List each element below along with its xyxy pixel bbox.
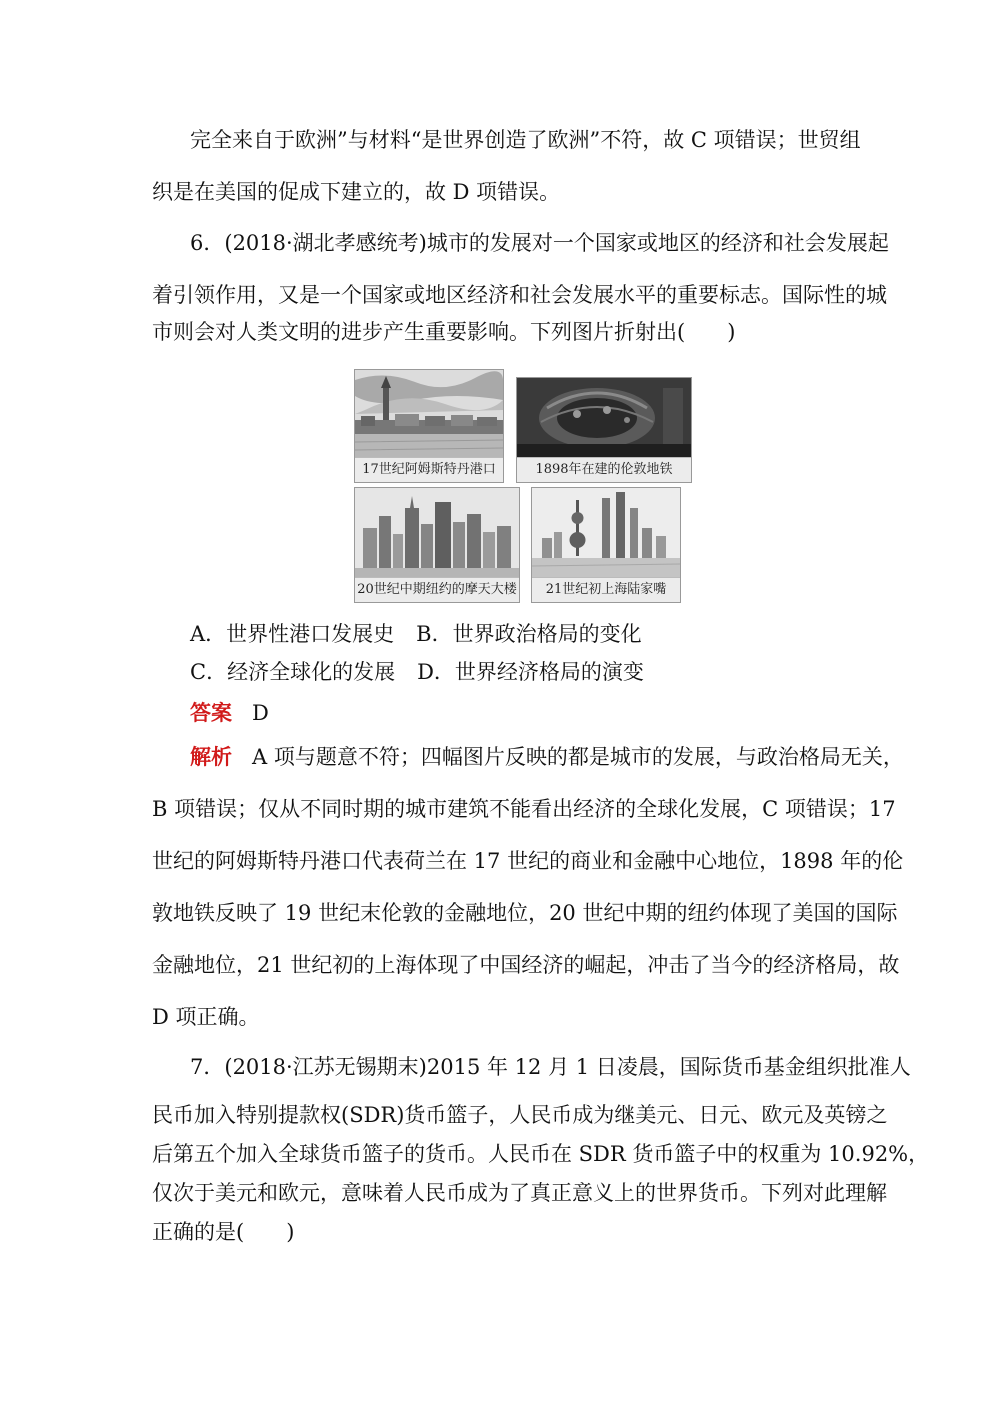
answer-label: 答案: [190, 700, 232, 725]
harbor-photo-icon: [355, 370, 503, 458]
explanation-line-3: 世纪的阿姆斯特丹港口代表荷兰在 17 世纪的商业和金融中心地位，1898 年的伦: [152, 849, 904, 873]
question-6-number: 6．: [190, 231, 225, 255]
question-7-stem-line-3: 后第五个加入全球货币篮子的货币。人民币在 SDR 货币篮子中的权重为 10.92%，: [152, 1142, 930, 1166]
explanation-line-5: 金融地位，21 世纪初的上海体现了中国经济的崛起，冲击了当今的经济格局，故: [152, 953, 900, 977]
figure-caption: 1898年在建的伦敦地铁: [517, 457, 691, 482]
options-row-2: [190, 658, 644, 686]
figure-shanghai-lujiazui: [531, 487, 681, 603]
question-6-source: (2018·湖北孝感统考): [224, 231, 427, 255]
prev-explanation-line-2: 织是在美国的促成下建立的，故 D 项错误。: [152, 180, 561, 204]
answer-value: D: [252, 701, 269, 725]
explanation-line-4: 敦地铁反映了 19 世纪末伦敦的金融地位，20 世纪中期的纽约体现了美国的国际: [152, 901, 898, 925]
figure-amsterdam-harbor: [354, 369, 504, 483]
skyline-tower-photo-icon: [532, 488, 680, 578]
explanation-label: 解析: [190, 744, 232, 769]
explanation-line-6: D 项正确。: [152, 1005, 260, 1029]
question-7-number: 7．: [190, 1055, 225, 1079]
option-b[interactable]: B．世界政治格局的变化: [416, 622, 642, 646]
question-7-stem-line-5: 正确的是( ): [152, 1220, 295, 1244]
question-7-text: 2015 年 12 月 1 日凌晨，国际货币基金组织批准人: [426, 1055, 911, 1079]
question-7-stem-line-1: [190, 1053, 911, 1081]
question-6-stem-line-1: [190, 229, 889, 257]
figure-caption: 20世纪中期纽约的摩天大楼: [355, 577, 519, 602]
figure-london-subway: [516, 377, 692, 483]
figure-new-york-skyscrapers: [354, 487, 520, 603]
option-d[interactable]: D．世界经济格局的演变: [417, 660, 644, 684]
option-a[interactable]: A．世界性港口发展史: [190, 622, 395, 646]
explanation-line-2: B 项错误；仅从不同时期的城市建筑不能看出经济的全球化发展，C 项错误；17: [152, 797, 896, 821]
question-7-stem-line-2: 民币加入特别提款权(SDR)货币篮子，人民币成为继美元、日元、欧元及英镑之: [152, 1103, 888, 1127]
options-row-1: [190, 620, 642, 648]
figure-caption: 21世纪初上海陆家嘴: [532, 577, 680, 602]
figure-caption: 17世纪阿姆斯特丹港口: [355, 457, 503, 482]
question-7-stem-line-4: 仅次于美元和欧元，意味着人民币成为了真正意义上的世界货币。下列对此理解: [152, 1181, 887, 1205]
explanation-line-1: [190, 743, 904, 771]
question-6-text: 城市的发展对一个国家或地区的经济和社会发展起: [426, 231, 889, 255]
skyscraper-photo-icon: [355, 488, 519, 578]
prev-explanation-line-1: 完全来自于欧洲”与材料“是世界创造了欧洲”不符，故 C 项错误；世贸组: [190, 128, 861, 152]
answer-row: [190, 699, 269, 727]
option-c[interactable]: C．经济全球化的发展: [190, 660, 396, 684]
subway-tunnel-photo-icon: [517, 378, 691, 458]
question-7-source: (2018·江苏无锡期末): [224, 1055, 427, 1079]
question-6-stem-line-3: 市则会对人类文明的进步产生重要影响。下列图片折射出( ): [152, 320, 736, 344]
explanation-text: A 项与题意不符；四幅图片反映的都是城市的发展，与政治格局无关，: [252, 745, 904, 769]
question-6-stem-line-2: 着引领作用，又是一个国家或地区经济和社会发展水平的重要标志。国际性的城: [152, 283, 887, 307]
